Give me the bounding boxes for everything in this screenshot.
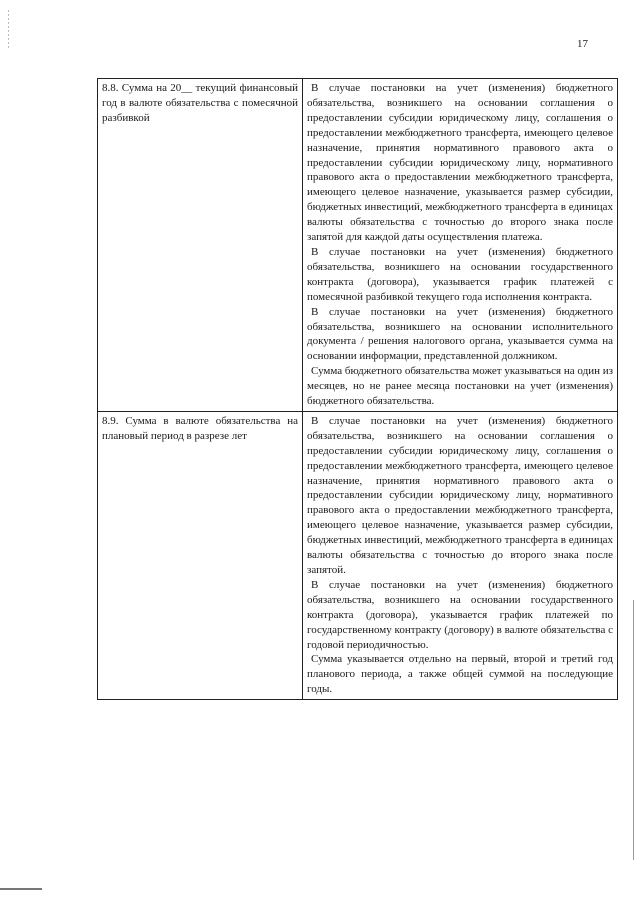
- field-label: 8.9. Сумма в валюте обязательства на плановый период в разрезе лет: [102, 414, 298, 442]
- scan-artifact-right: [633, 600, 634, 860]
- page-number: 17: [577, 38, 588, 50]
- field-description-cell: [303, 411, 618, 699]
- field-label-cell: [98, 79, 303, 412]
- table-row: [98, 411, 618, 699]
- description-paragraph: Сумма указывается отдельно на первый, второй и третий год планового периода, а также общей суммой на последующие годы.: [307, 653, 613, 696]
- description-paragraph: В случае постановки на учет (изменения) бюджетного обязательства, возникшего на основании государственного контракта (договора), указывается график платежей с помесячной разбивкой текущего года исполнения контракта.: [307, 245, 613, 303]
- description-paragraph: В случае постановки на учет (изменения) бюджетного обязательства, возникшего на основании соглашения о предоставлении субсидии юридическому лицу, соглашения о предоставлении межбюджетного трансферта, имеющего целевое назначение, принятия нормативного правового акта о предоставлении субсидии юридическому лицу, нормативного правового акта о предоставлении межбюджетного трансферта, имеющего целевое назначение, указывается размер субсидии, бюджетных инвестиций, межбюджетного трансферта в единицах валюты обязательства с точностью до второго знака после запятой.: [307, 414, 613, 576]
- scan-artifact-left: [8, 10, 9, 50]
- description-paragraph: В случае постановки на учет (изменения) бюджетного обязательства, возникшего на основании государственного контракта (договора), указывается график платежей по государственному контракту (договору) в валюте обязательства с годовой периодичностью.: [307, 578, 613, 651]
- field-label: 8.8. Сумма на 20__ текущий финансовый год в валюте обязательства с помесячной разбивкой: [102, 82, 298, 124]
- requirements-table: [97, 78, 618, 700]
- description-paragraph: В случае постановки на учет (изменения) бюджетного обязательства, возникшего на основании исполнительного документа / решения налогового органа, указывается сумма на основании информации, представленной должником.: [307, 305, 613, 363]
- description-paragraph: Сумма бюджетного обязательства может указываться на один из месяцев, но не ранее месяца постановки на учет (изменения) бюджетного обязательства.: [307, 365, 613, 408]
- field-label-cell: [98, 411, 303, 699]
- scan-artifact-bottom: [0, 888, 42, 890]
- field-description-cell: [303, 79, 618, 412]
- description-paragraph: В случае постановки на учет (изменения) бюджетного обязательства, возникшего на основании соглашения о предоставлении субсидии юридическому лицу, соглашения о предоставлении межбюджетного трансферта, имеющего целевое назначение, принятия нормативного правового акта о предоставлении субсидии юридическому лицу, нормативного правового акта о предоставлении межбюджетного трансферта, имеющего целевое назначение, указывается размер субсидии, бюджетных инвестиций, межбюджетного трансферта в единицах валюты обязательства с точностью до второго знака после запятой для каждой даты осуществления платежа.: [307, 82, 613, 244]
- table-row: [98, 79, 618, 412]
